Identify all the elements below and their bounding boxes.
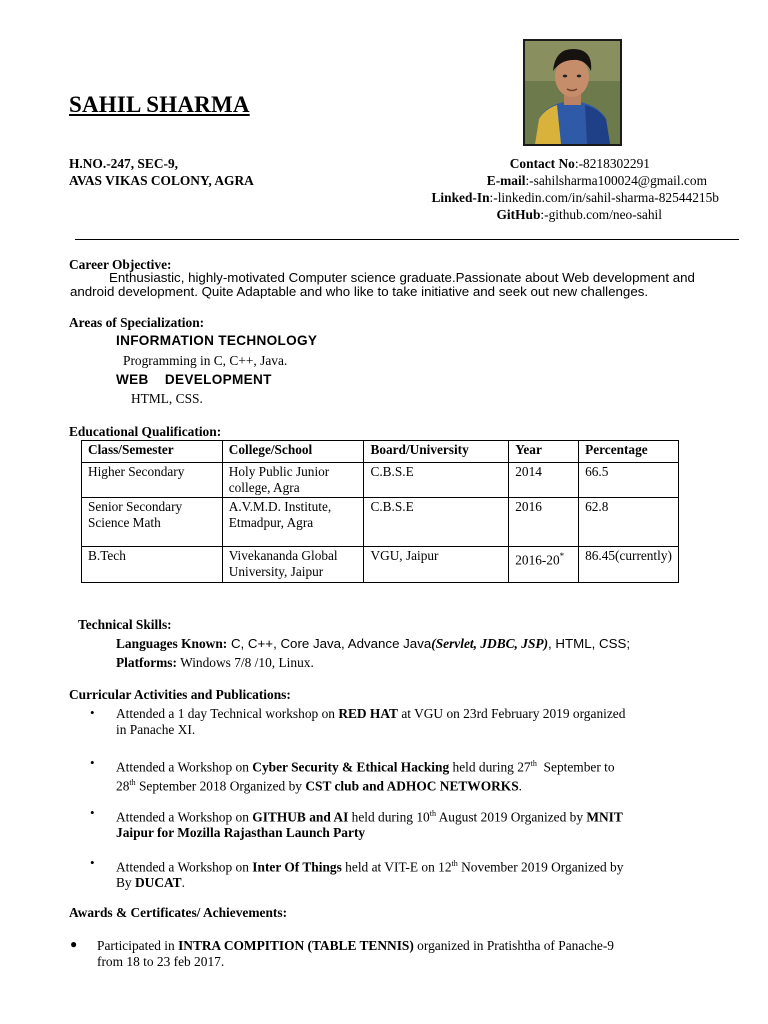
platforms-line [116, 655, 314, 671]
table-row [82, 547, 679, 583]
activity-highlight: RED HAT [338, 706, 398, 721]
column-header: Board/University [364, 441, 509, 463]
career-objective-heading: Career Objective: [69, 257, 172, 272]
ordinal-suffix: th [451, 859, 458, 868]
activity-item-4 [116, 856, 716, 891]
award-highlight: INTRA COMPITION (TABLE TENNIS) [178, 938, 414, 953]
github-label: GitHub [496, 207, 541, 222]
career-objective-line-2: android development. Quite Adaptable and who like to take initiative and seek out new challenges. [70, 284, 649, 299]
activity-highlight: GITHUB and AI [252, 809, 349, 825]
activity-text: September to [536, 759, 615, 775]
phone-value: :-8218302291 [574, 156, 650, 171]
activity-text: September 2018 Organized by [135, 778, 306, 794]
languages-known-line [116, 636, 630, 652]
email-value[interactable]: :-sahilsharma100024@gmail.com [525, 173, 707, 188]
table-cell: B.Tech [82, 547, 223, 583]
activity-text: 28 [116, 778, 130, 794]
activity-text: at VGU on 23rd February 2019 organized [397, 706, 626, 721]
person-portrait-icon [525, 41, 620, 144]
table-cell: C.B.S.E [364, 463, 509, 498]
ordinal-suffix: th [530, 759, 537, 768]
activity-text: held during 10 [348, 809, 430, 825]
table-cell: C.B.S.E [364, 498, 509, 547]
technical-skills-heading: Technical Skills: [78, 617, 172, 632]
activity-text: in Panache XI. [116, 722, 196, 737]
activity-highlight: MNIT [586, 809, 623, 825]
languages-emphasis: (Servlet, JDBC, JSP) [431, 636, 549, 651]
table-cell: Higher Secondary [82, 463, 223, 498]
activity-text: August 2019 Organized by [435, 809, 587, 825]
award-text: organized in Pratishtha of Panache-9 [413, 938, 615, 953]
table-header-row [82, 441, 679, 463]
contact-phone [510, 156, 650, 172]
languages-label: Languages Known: [116, 636, 228, 651]
contact-github [496, 207, 662, 223]
activity-text: . [518, 778, 523, 794]
activity-highlight: CST club and ADHOC NETWORKS [305, 778, 519, 794]
specialization-area-1: INFORMATION TECHNOLOGY [116, 333, 318, 348]
header-divider [75, 239, 739, 240]
table-cell: VGU, Jaipur [364, 547, 509, 583]
activity-text: Attended a Workshop on [116, 809, 253, 825]
languages-list: C, C++, Core Java, Advance Java [227, 636, 432, 651]
activities-heading: Curricular Activities and Publications: [69, 687, 291, 702]
activity-highlight: Jaipur for Mozilla Rajasthan Launch Party [116, 825, 366, 841]
activity-text: Attended a 1 day Technical workshop on [116, 706, 339, 721]
bullet-icon: • [90, 705, 95, 720]
table-cell: 66.5 [579, 463, 679, 498]
github-value[interactable]: :-github.com/neo-sahil [540, 207, 662, 222]
activity-highlight: Cyber Security & Ethical Hacking [252, 759, 450, 775]
table-row [82, 463, 679, 498]
address-line-2: AVAS VIKAS COLONY, AGRA [69, 173, 254, 188]
activity-highlight: Inter Of Things [252, 859, 342, 875]
activity-item-3 [116, 806, 716, 841]
bullet-icon: ● [70, 937, 78, 951]
contact-email [487, 173, 707, 189]
activity-text: held during 27 [449, 759, 531, 775]
contact-linkedin [431, 190, 719, 206]
activity-text: By [116, 875, 135, 891]
column-header: Year [509, 441, 579, 463]
column-header: Percentage [579, 441, 679, 463]
specialization-area-1-detail: Programming in C, C++, Java. [123, 353, 288, 368]
activity-highlight: DUCAT [134, 875, 182, 891]
table-row [82, 498, 679, 547]
table-cell: Senior Secondary Science Math [82, 498, 223, 547]
activity-item-1 [116, 706, 716, 738]
bullet-icon: • [90, 805, 95, 820]
education-heading: Educational Qualification: [69, 424, 222, 439]
award-text: Participated in [97, 938, 179, 953]
activity-text: Attended a Workshop on [116, 759, 253, 775]
table-cell: 2016 [509, 498, 579, 547]
activity-text: Attended a Workshop on [116, 859, 253, 875]
table-cell: Holy Public Junior college, Agra [222, 463, 364, 498]
table-cell: A.V.M.D. Institute, Etmadpur, Agra [222, 498, 364, 547]
languages-list-end: , HTML, CSS; [548, 636, 631, 651]
education-table [81, 440, 679, 583]
table-cell: 86.45(currently) [579, 547, 679, 583]
phone-label: Contact No [509, 156, 575, 171]
table-cell: Vivekananda Global University, Jaipur [222, 547, 364, 583]
ordinal-suffix: th [429, 809, 436, 818]
award-text: from 18 to 23 feb 2017. [97, 954, 225, 969]
career-objective-line-1: Enthusiastic, highly-motivated Computer science graduate.Passionate about Web development and [109, 270, 695, 285]
profile-photo [523, 39, 622, 146]
year-value: 2016-20 [515, 552, 560, 568]
column-header: Class/Semester [82, 441, 223, 463]
activity-text: . [181, 875, 185, 891]
candidate-name: SAHIL SHARMA [69, 92, 250, 117]
platforms-list: Windows 7/8 /10, Linux. [176, 655, 314, 670]
activity-text: November 2019 Organized by [457, 859, 624, 875]
activity-item-2 [116, 756, 716, 795]
address-line-1: H.NO.-247, SEC-9, [69, 156, 178, 171]
awards-heading: Awards & Certificates/ Achievements: [69, 905, 288, 920]
email-label: E-mail [486, 173, 526, 188]
year-footnote-mark: * [559, 551, 565, 561]
table-cell [509, 547, 579, 583]
ordinal-suffix: th [129, 778, 136, 788]
column-header: College/School [222, 441, 364, 463]
linkedin-label: Linked-In [431, 190, 490, 205]
bullet-icon: • [90, 855, 95, 870]
table-cell: 2014 [509, 463, 579, 498]
award-item-1 [97, 938, 717, 970]
specialization-heading: Areas of Specialization: [69, 315, 205, 330]
bullet-icon: • [90, 755, 95, 770]
activity-text: held at VIT-E on 12 [341, 859, 452, 875]
linkedin-value[interactable]: :-linkedin.com/in/sahil-sharma-82544215b [489, 190, 719, 205]
specialization-area-2: WEB DEVELOPMENT [116, 372, 272, 387]
table-cell: 62.8 [579, 498, 679, 547]
specialization-area-2-detail: HTML, CSS. [131, 391, 203, 406]
platforms-label: Platforms: [116, 655, 177, 670]
